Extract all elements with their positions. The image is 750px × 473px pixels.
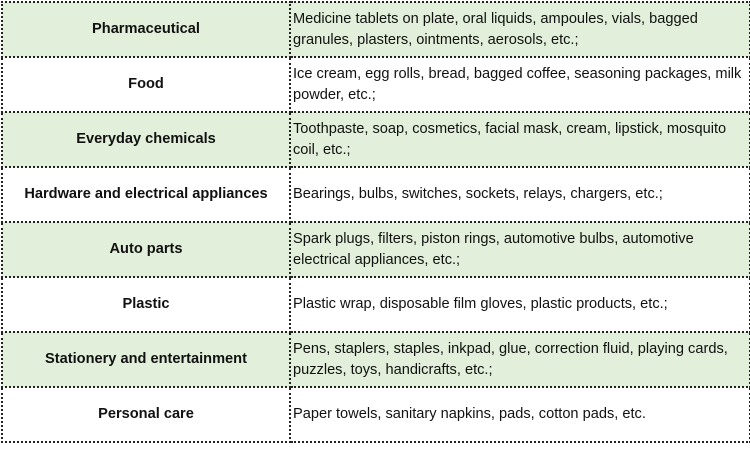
category-cell: Hardware and electrical appliances (2, 167, 290, 222)
category-cell: Pharmaceutical (2, 2, 290, 57)
table-row (2, 112, 750, 167)
application-table (1, 1, 750, 443)
category-cell: Auto parts (2, 222, 290, 277)
category-cell: Stationery and entertainment (2, 332, 290, 387)
description-cell: Medicine tablets on plate, oral liquids, ampoules, vials, bagged granules, plasters, ointments, aerosols, etc.; (290, 2, 750, 57)
description-cell: Plastic wrap, disposable film gloves, plastic products, etc.; (290, 277, 750, 332)
table-row (2, 387, 750, 442)
description-cell: Spark plugs, filters, piston rings, automotive bulbs, automotive electrical appliances, etc.; (290, 222, 750, 277)
description-cell: Ice cream, egg rolls, bread, bagged coffee, seasoning packages, milk powder, etc.; (290, 57, 750, 112)
table-row (2, 167, 750, 222)
description-cell: Pens, staplers, staples, inkpad, glue, correction fluid, playing cards, puzzles, toys, handicrafts, etc.; (290, 332, 750, 387)
category-cell: Everyday chemicals (2, 112, 290, 167)
description-cell: Paper towels, sanitary napkins, pads, cotton pads, etc. (290, 387, 750, 442)
application-table-container (1, 1, 749, 443)
table-row (2, 277, 750, 332)
category-cell: Personal care (2, 387, 290, 442)
table-row (2, 57, 750, 112)
table-row (2, 2, 750, 57)
description-cell: Toothpaste, soap, cosmetics, facial mask, cream, lipstick, mosquito coil, etc.; (290, 112, 750, 167)
description-cell: Bearings, bulbs, switches, sockets, relays, chargers, etc.; (290, 167, 750, 222)
table-row (2, 222, 750, 277)
category-cell: Plastic (2, 277, 290, 332)
table-row (2, 332, 750, 387)
category-cell: Food (2, 57, 290, 112)
table-body (2, 2, 750, 442)
